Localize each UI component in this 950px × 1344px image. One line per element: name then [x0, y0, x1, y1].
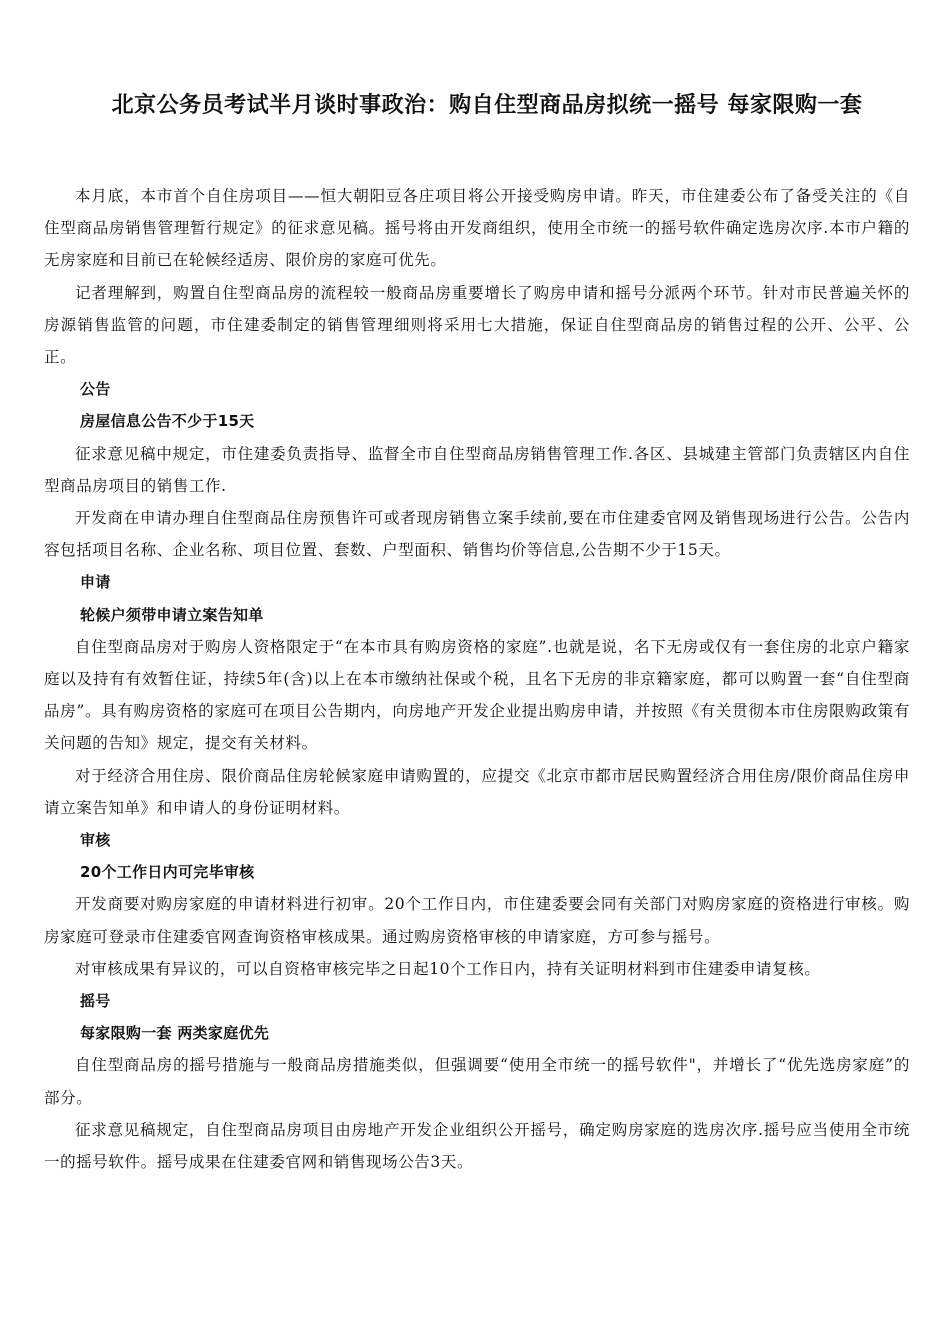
paragraph: 征求意见稿规定，自住型商品房项目由房地产开发企业组织公开摇号，确定购房家庭的选房次序.摇号应当使用全市统一的摇号软件。摇号成果在住建委官网和销售现场公告3天。 [44, 1120, 910, 1172]
paragraph: 自住型商品房的摇号措施与一般商品房措施类似，但强调要“使用全市统一的摇号软件"，并增长了“优先选房家庭”的部分。 [44, 1056, 910, 1107]
article-title: 北京公务员考试半月谈时事政治：购自住型商品房拟统一摇号 每家限购一套 [111, 93, 863, 118]
paragraph: 开发商要对购房家庭的申请材料进行初审。20个工作日内，市住建委要会同有关部门对购房家庭的资格进行审核。购房家庭可登录市住建委官网查询资格审核成果。通过购房资格审核的申请家庭，方可参与摇号。 [44, 895, 910, 946]
section-heading: 申请 [80, 573, 111, 592]
paragraph: 记者理解到，购置自住型商品房的流程较一般商品房重要增长了购房申请和摇号分派两个环节。针对市民普遍关怀的房源销售监管的问题，市住建委制定的销售管理细则将采用七大措施，保证自住型商品房的销售过程的公开、公平、公正。 [44, 283, 910, 367]
section-subheading: 房屋信息公告不少于15天 [80, 412, 255, 431]
paragraph: 开发商在申请办理自住型商品住房预售许可或者现房销售立案手续前,要在市住建委官网及销售现场进行公告。公告内容包括项目名称、企业名称、项目位置、套数、户型面积、销售均价等信息,公告期不少于15天。 [44, 509, 910, 560]
section-heading: 摇号 [80, 992, 111, 1011]
paragraph: 对审核成果有异议的，可以自资格审核完毕之日起10个工作日内，持有关证明材料到市住建委申请复核。 [75, 959, 821, 978]
paragraph: 对于经济合用住房、限价商品住房轮候家庭申请购置的，应提交《北京市都市居民购置经济合用住房/限价商品住房申请立案告知单》和申请人的身份证明材料。 [44, 766, 910, 817]
section-subheading: 每家限购一套 两类家庭优先 [80, 1024, 270, 1043]
section-heading: 公告 [80, 380, 111, 399]
paragraph: 自住型商品房对于购房人资格限定于“在本市具有购房资格的家庭”.也就是说，名下无房或仅有一套住房的北京户籍家庭以及持有有效暂住证，持续5年(含)以上在本市缴纳社保或个税，且名下无房的非京籍家庭，都可以购置一套“自住型商品房”。具有购房资格的家庭可在项目公告期内，向房地产开发企业提出购房申请，并按照《有关贯彻本市住房限购政策有关问题的告知》规定，提交有关材料。 [44, 637, 910, 753]
section-subheading: 20个工作日内可完毕审核 [80, 863, 255, 882]
article-body [44, 180, 910, 1178]
paragraph: 征求意见稿中规定，市住建委负责指导、监督全市自住型商品房销售管理工作.各区、县城建主管部门负责辖区内自住型商品房项目的销售工作. [44, 444, 910, 495]
section-subheading: 轮候户须带申请立案告知单 [80, 605, 264, 624]
section-heading: 审核 [80, 831, 111, 850]
paragraph: 本月底，本市首个自住房项目——恒大朝阳豆各庄项目将公开接受购房申请。昨天，市住建委公布了备受关注的《自住型商品房销售管理暂行规定》的征求意见稿。摇号将由开发商组织，使用全市统一的摇号软件确定选房次序.本市户籍的无房家庭和目前已在轮候经适房、限价房的家庭可优先。 [44, 187, 910, 270]
